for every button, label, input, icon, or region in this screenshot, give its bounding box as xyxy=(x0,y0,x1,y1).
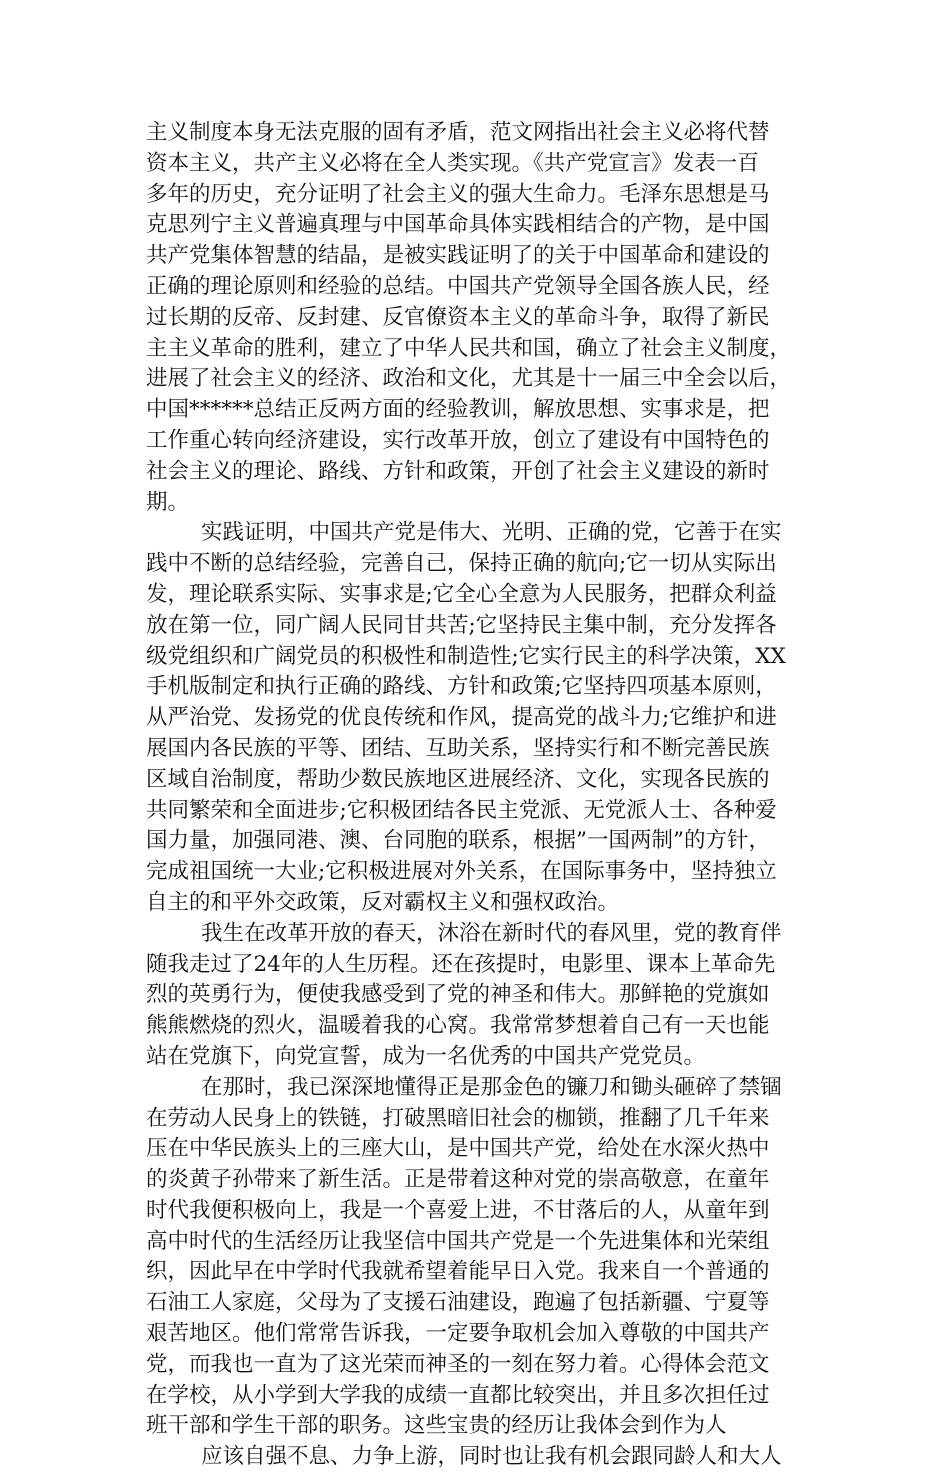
text-line: 主主义革命的胜利，建立了中华人民共和国，确立了社会主义制度， xyxy=(146,335,792,361)
text-line: 国力量，加强同港、澳、台同胞的联系，根据”一国两制”的方针， xyxy=(146,828,770,854)
paragraph-first-line: 在那时，我已深深地懂得正是那金色的镰刀和锄头砸碎了禁锢 xyxy=(201,1074,782,1100)
text-line: 班干部和学生干部的职务。这些宝贵的经历让我体会到作为人 xyxy=(146,1413,727,1439)
text-line: 党，而我也一直为了这光荣而神圣的一刻在努力着。心得体会范文 xyxy=(146,1351,770,1377)
text-line: 工作重心转向经济建设，实行改革开放，创立了建设有中国特色的 xyxy=(146,427,770,453)
text-line: 随我走过了24年的人生历程。还在孩提时，电影里、课本上革命先 xyxy=(146,951,776,977)
text-line: 熊熊燃烧的烈火，温暖着我的心窝。我常常梦想着自己有一天也能 xyxy=(146,1013,770,1039)
text-line: 克思列宁主义普遍真理与中国革命具体实践相结合的产物，是中国 xyxy=(146,212,770,238)
text-line: 过长期的反帝、反封建、反官僚资本主义的革命斗争，取得了新民 xyxy=(146,304,770,330)
text-line: 共同繁荣和全面进步;它积极团结各民主党派、无党派人士、各种爱 xyxy=(146,797,777,823)
text-line: 在劳动人民身上的铁链，打破黑暗旧社会的枷锁，推翻了几千年来 xyxy=(146,1105,770,1131)
paragraph-first-line: 我生在改革开放的春天，沐浴在新时代的春风里，党的教育伴 xyxy=(201,920,782,946)
text-line: 多年的历史，充分证明了社会主义的强大生命力。毛泽东思想是马 xyxy=(146,181,770,207)
text-line: 社会主义的理论、路线、方针和政策，开创了社会主义建设的新时 xyxy=(146,458,770,484)
text-line: 自主的和平外交政策，反对霸权主义和强权政治。 xyxy=(146,889,620,915)
text-line: 站在党旗下，向党宣誓，成为一名优秀的中国共产党党员。 xyxy=(146,1043,706,1069)
text-line: 资本主义，共产主义必将在全人类实现。《共产党宣言》发表一百 xyxy=(146,150,759,176)
text-line: 期。 xyxy=(146,489,190,515)
text-line: 烈的英勇行为，便使我感受到了党的神圣和伟大。那鲜艳的党旗如 xyxy=(146,982,770,1008)
document-body xyxy=(146,118,812,1473)
text-line: 石油工人家庭，父母为了支援石油建设，跑遍了包括新疆、宁夏等 xyxy=(146,1290,770,1316)
text-line: 共产党集体智慧的结晶，是被实践证明了的关于中国革命和建设的 xyxy=(146,243,770,269)
text-line: 织，因此早在中学时代我就希望着能早日入党。我来自一个普通的 xyxy=(146,1259,770,1285)
text-line: 压在中华民族头上的三座大山，是中国共产党，给处在水深火热中 xyxy=(146,1136,770,1162)
text-line: 手机版制定和执行正确的路线、方针和政策;它坚持四项基本原则， xyxy=(146,674,777,700)
text-line: 中国******总结正反两方面的经验教训，解放思想、实事求是，把 xyxy=(146,397,770,423)
paragraph-first-line: 应该自强不息、力争上游，同时也让我有机会跟同龄人和大人 xyxy=(201,1444,782,1470)
text-line: 艰苦地区。他们常常告诉我，一定要争取机会加入尊敬的中国共产 xyxy=(146,1321,770,1347)
text-line: 发，理论联系实际、实事求是;它全心全意为人民服务，把群众利益 xyxy=(146,581,777,607)
text-line: 区域自治制度，帮助少数民族地区进展经济、文化，实现各民族的 xyxy=(146,766,770,792)
text-line: 级党组织和广阔党员的积极性和制造性;它实行民主的科学决策，XX xyxy=(146,643,786,669)
text-line: 高中时代的生活经历让我坚信中国共产党是一个先进集体和光荣组 xyxy=(146,1228,770,1254)
text-line: 践中不断的总结经验，完善自己，保持正确的航向;它一切从实际出 xyxy=(146,551,777,577)
text-line: 完成祖国统一大业;它积极进展对外关系，在国际事务中，坚持独立 xyxy=(146,859,777,885)
text-line: 正确的理论原则和经验的总结。中国共产党领导全国各族人民，经 xyxy=(146,273,770,299)
text-line: 展国内各民族的平等、团结、互助关系，坚持实行和不断完善民族 xyxy=(146,735,770,761)
text-line: 的炎黄子孙带来了新生活。正是带着这种对党的崇高敬意，在童年 xyxy=(146,1167,770,1193)
text-line: 主义制度本身无法克服的固有矛盾，范文网指出社会主义必将代替 xyxy=(146,120,770,145)
text-line: 在学校，从小学到大学我的成绩一直都比较突出，并且多次担任过 xyxy=(146,1382,770,1408)
text-line: 放在第一位，同广阔人民同甘共苦;它坚持民主集中制，充分发挥各 xyxy=(146,612,777,638)
text-line: 从严治党、发扬党的优良传统和作风，提高党的战斗力;它维护和进 xyxy=(146,705,777,731)
text-line: 时代我便积极向上，我是一个喜爱上进，不甘落后的人，从童年到 xyxy=(146,1197,770,1223)
paragraph-first-line: 实践证明，中国共产党是伟大、光明、正确的党，它善于在实 xyxy=(201,520,782,546)
text-line: 进展了社会主义的经济、政治和文化，尤其是十一届三中全会以后， xyxy=(146,366,792,392)
